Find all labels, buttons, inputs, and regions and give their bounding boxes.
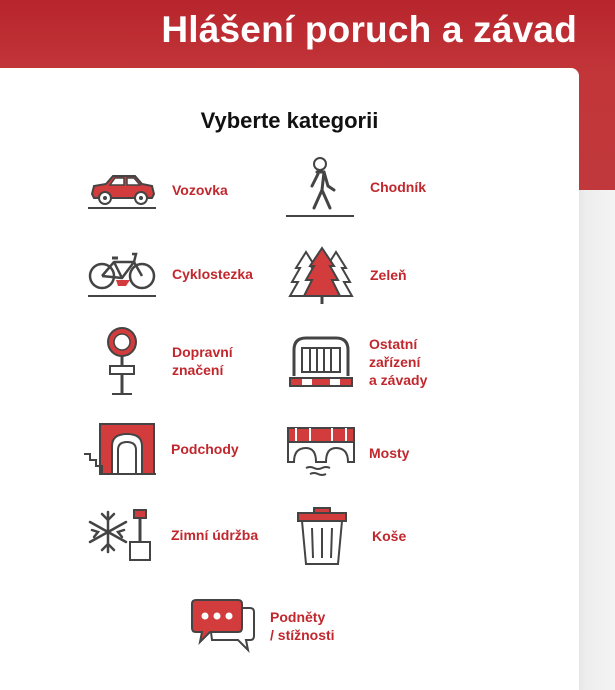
- category-zelen[interactable]: [288, 244, 407, 306]
- category-vozovka[interactable]: [86, 168, 228, 212]
- bicycle-icon: [86, 248, 158, 300]
- car-icon: [86, 168, 158, 212]
- category-label: Zeleň: [370, 267, 407, 283]
- underpass-icon: [84, 420, 158, 478]
- category-podnety[interactable]: [190, 598, 335, 654]
- bridge-icon: [286, 424, 356, 482]
- category-label: Chodník: [370, 179, 426, 195]
- road-sign-icon: [102, 326, 142, 396]
- category-label: Ostatní zařízení a závady: [369, 336, 428, 388]
- category-zimni-udrzba[interactable]: [86, 506, 258, 564]
- section-title: Vyberte kategorii: [200, 108, 379, 133]
- category-label: Cyklostezka: [172, 266, 253, 282]
- category-chodnik[interactable]: [284, 156, 426, 218]
- category-label: Dopravní značení: [172, 344, 233, 378]
- pedestrian-icon: [284, 156, 356, 218]
- right-edge: [579, 190, 615, 690]
- page-header-title: Hlášení poruch a závad: [161, 9, 577, 50]
- category-label: Zimní údržba: [171, 527, 259, 543]
- snow-shovel-icon: [86, 506, 158, 564]
- category-label: Vozovka: [172, 182, 228, 198]
- category-podchody[interactable]: [84, 420, 239, 478]
- category-label: Podchody: [171, 441, 239, 457]
- category-cyklostezka[interactable]: [86, 248, 253, 300]
- chat-bubbles-icon: [190, 598, 256, 654]
- category-label: Koše: [372, 528, 407, 544]
- trees-icon: [288, 244, 356, 306]
- category-mosty[interactable]: [286, 424, 409, 482]
- category-label: Podněty / stížnosti: [270, 609, 335, 643]
- category-ostatni-zarizeni[interactable]: [286, 332, 427, 392]
- category-kose[interactable]: [294, 506, 406, 566]
- category-dopravni-znaceni[interactable]: [102, 326, 233, 396]
- category-label: Mosty: [369, 445, 410, 461]
- barrier-icon: [286, 332, 356, 392]
- trash-bin-icon: [294, 506, 350, 566]
